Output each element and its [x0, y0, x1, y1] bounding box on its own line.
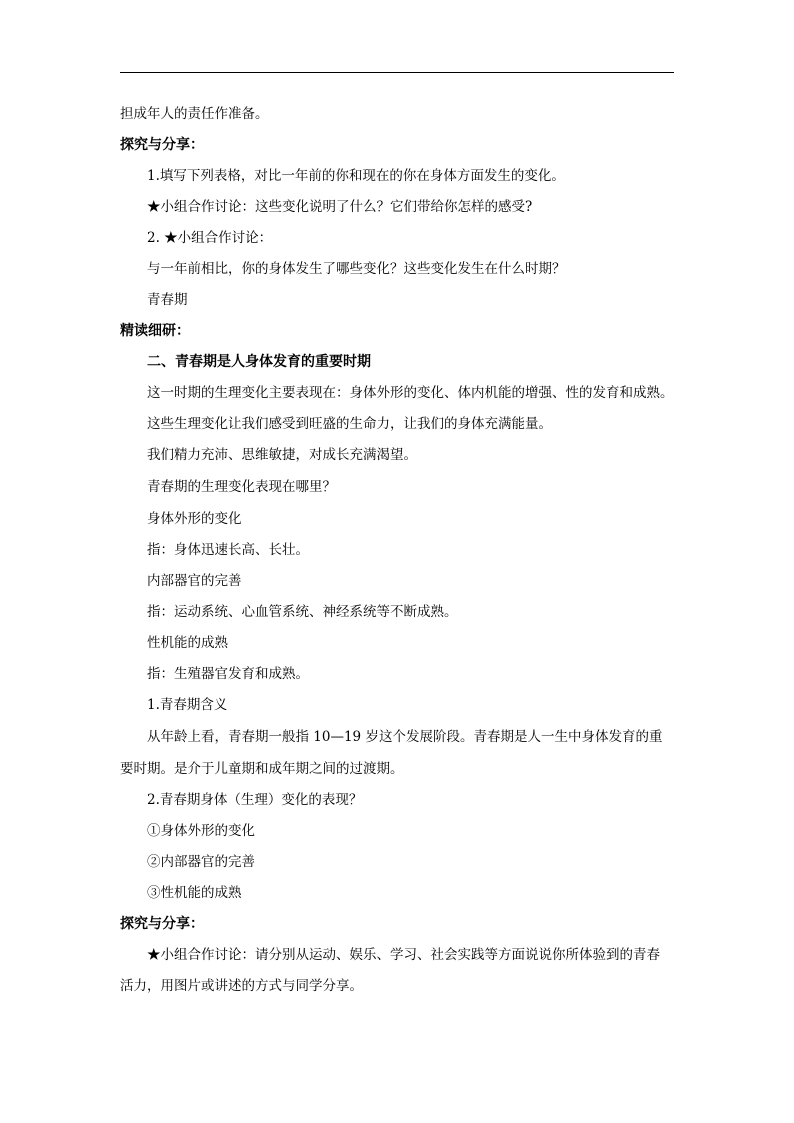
text-line: 要时期。是介于儿童期和成年期之间的过渡期。: [120, 761, 404, 777]
text-line: 2.青春期身体（生理）变化的表现？: [147, 792, 363, 808]
list-item: ②内部器官的完善: [147, 854, 255, 870]
section-heading: 探究与分享：: [120, 916, 204, 932]
text-line: 身体外形的变化: [147, 511, 242, 527]
text-line: 1.填写下列表格，对比一年前的你和现在的你在身体方面发生的变化。: [147, 168, 565, 184]
text-line: 青春期的生理变化表现在哪里？: [147, 479, 336, 495]
text-line: 这一时期的生理变化主要表现在：身体外形的变化、体内机能的增强、性的发育和成熟。: [147, 385, 674, 401]
section-heading: 精读细研：: [120, 323, 190, 339]
list-item: ①身体外形的变化: [147, 823, 255, 839]
text-line: 指：身体迅速长高、长壮。: [147, 542, 309, 558]
text-line: 我们精力充沛、思维敏捷，对成长充满渴望。: [147, 447, 417, 463]
text-line: ★小组合作讨论：请分别从运动、娱乐、学习、社会实践等方面说说你所体验到的青春: [147, 947, 660, 963]
text-line: ★小组合作讨论：这些变化说明了什么？它们带给你怎样的感受?: [147, 199, 533, 215]
section-heading: 探究与分享：: [120, 137, 204, 153]
text-line: 指：生殖器官发育和成熟。: [147, 666, 309, 682]
text-line: 1.青春期含义: [147, 697, 228, 713]
text-line: 与一年前相比，你的身体发生了哪些变化？这些变化发生在什么时期？: [147, 261, 566, 277]
text-line: 内部器官的完善: [147, 573, 242, 589]
text-line: 活力，用图片或讲述的方式与同学分享。: [120, 978, 363, 994]
header-rule: [120, 72, 674, 73]
subsection-title: 二、青春期是人身体发育的重要时期: [147, 354, 371, 370]
text-line: 性机能的成熟: [147, 635, 228, 651]
text-line: 这些生理变化让我们感受到旺盛的生命力，让我们的身体充满能量。: [147, 416, 552, 432]
text-line: 2. ★小组合作讨论：: [147, 230, 273, 246]
text-line: 担成年人的责任作准备。: [120, 106, 269, 122]
text-line: 指：运动系统、心血管系统、神经系统等不断成熟。: [147, 604, 458, 620]
text-line: 从年龄上看，青春期一般指 10—19 岁这个发展阶段。青春期是人一生中身体发育的重: [147, 729, 663, 745]
text-line: 青春期: [147, 292, 188, 308]
list-item: ③性机能的成熟: [147, 885, 242, 901]
